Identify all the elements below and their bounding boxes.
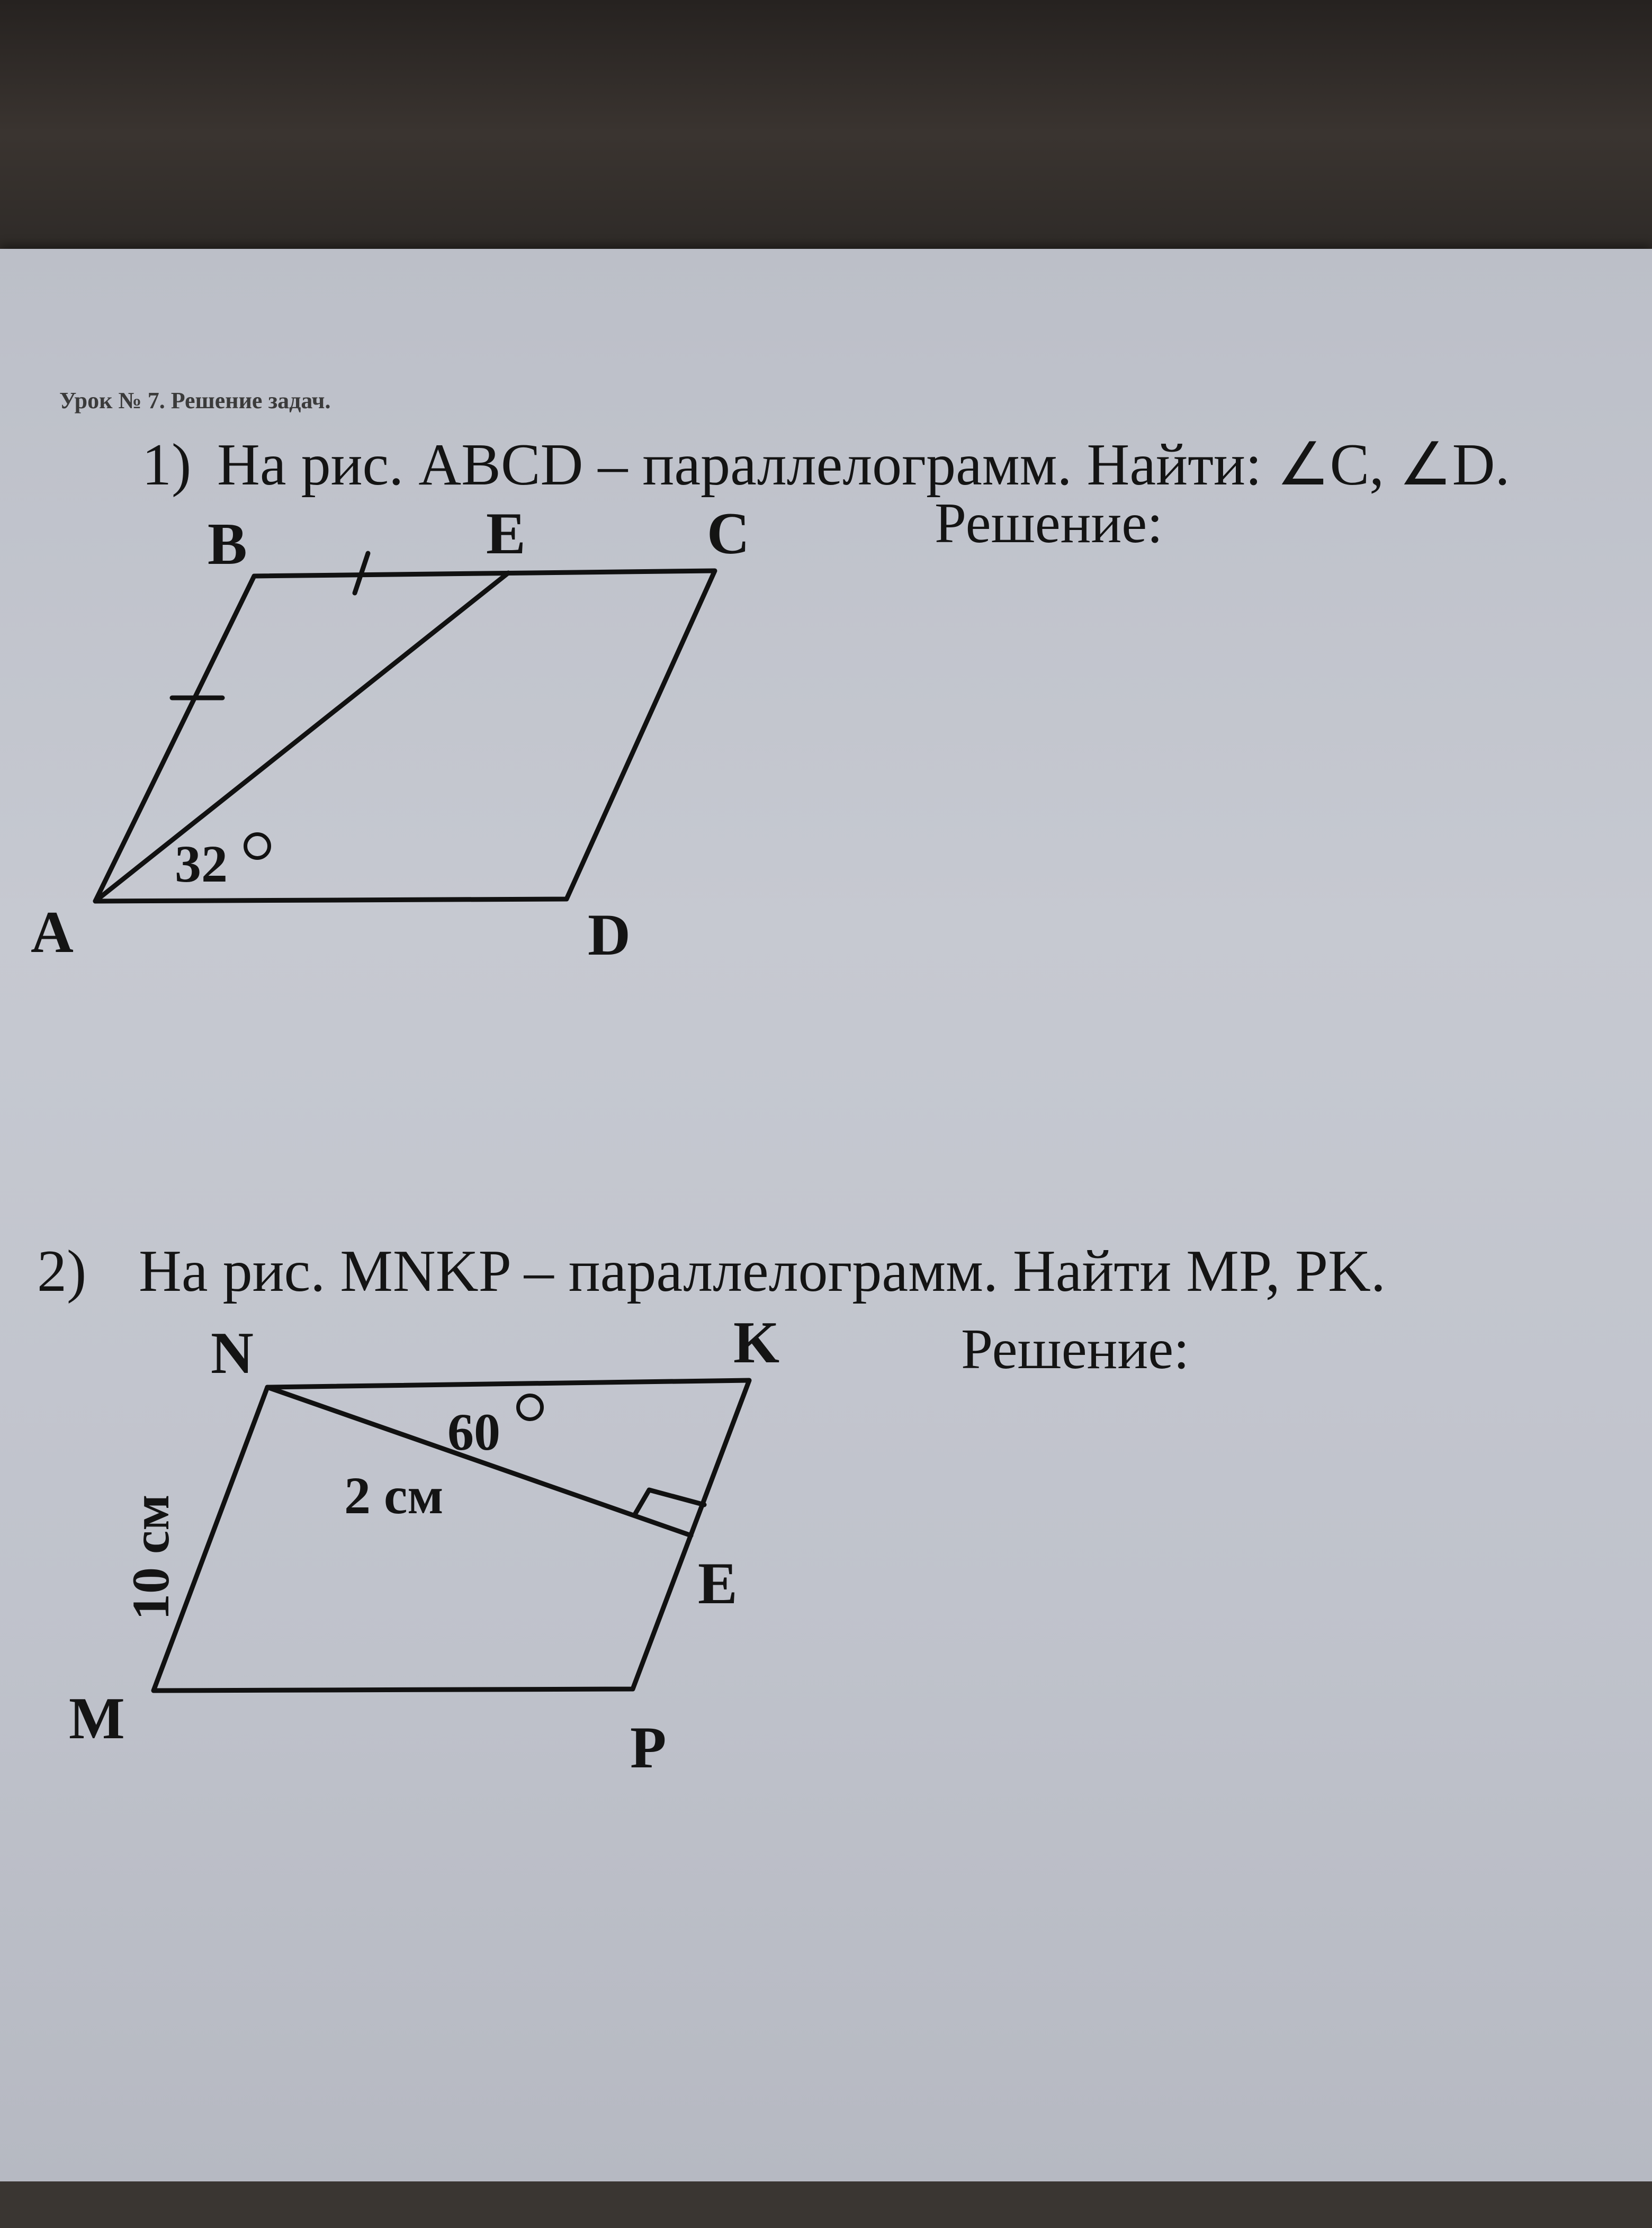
vertex-k-label: K	[733, 1310, 780, 1376]
vertex-d-label: D	[588, 902, 631, 968]
vertex-e-label-2: E	[698, 1551, 738, 1616]
angle-32-label: 32	[175, 834, 228, 893]
right-angle-mark	[634, 1490, 704, 1515]
problem2-statement: На рис. MNKP – параллелограмм. Найти MP, PK.	[139, 1238, 1386, 1304]
degree-symbol-icon	[516, 1394, 544, 1421]
vertex-e-label: E	[486, 501, 526, 567]
segment-ne-length-label: 2 см	[344, 1466, 444, 1525]
angle-60-label: 60	[447, 1403, 500, 1461]
vertex-p-label: P	[630, 1715, 667, 1781]
segment-ae	[95, 573, 508, 901]
problem1-solution-label: Решение:	[935, 492, 1163, 555]
vertex-n-label: N	[211, 1320, 254, 1386]
worksheet-header: Урок № 7. Решение задач.	[59, 388, 331, 414]
problem1-statement: На рис. ABCD – параллелограмм. Найти: ∠C, ∠D.	[217, 432, 1510, 498]
degree-symbol-icon	[244, 832, 271, 860]
vertex-a-label: A	[31, 900, 74, 965]
problem2-solution-label: Решение:	[961, 1318, 1190, 1381]
problem2-number: 2)	[37, 1238, 87, 1304]
vertex-c-label: C	[707, 501, 750, 567]
vertex-b-label: B	[208, 511, 247, 577]
side-mn-length-label: 10 см	[121, 1494, 180, 1620]
problem1-number: 1)	[142, 432, 192, 498]
vertex-m-label: M	[69, 1686, 125, 1751]
